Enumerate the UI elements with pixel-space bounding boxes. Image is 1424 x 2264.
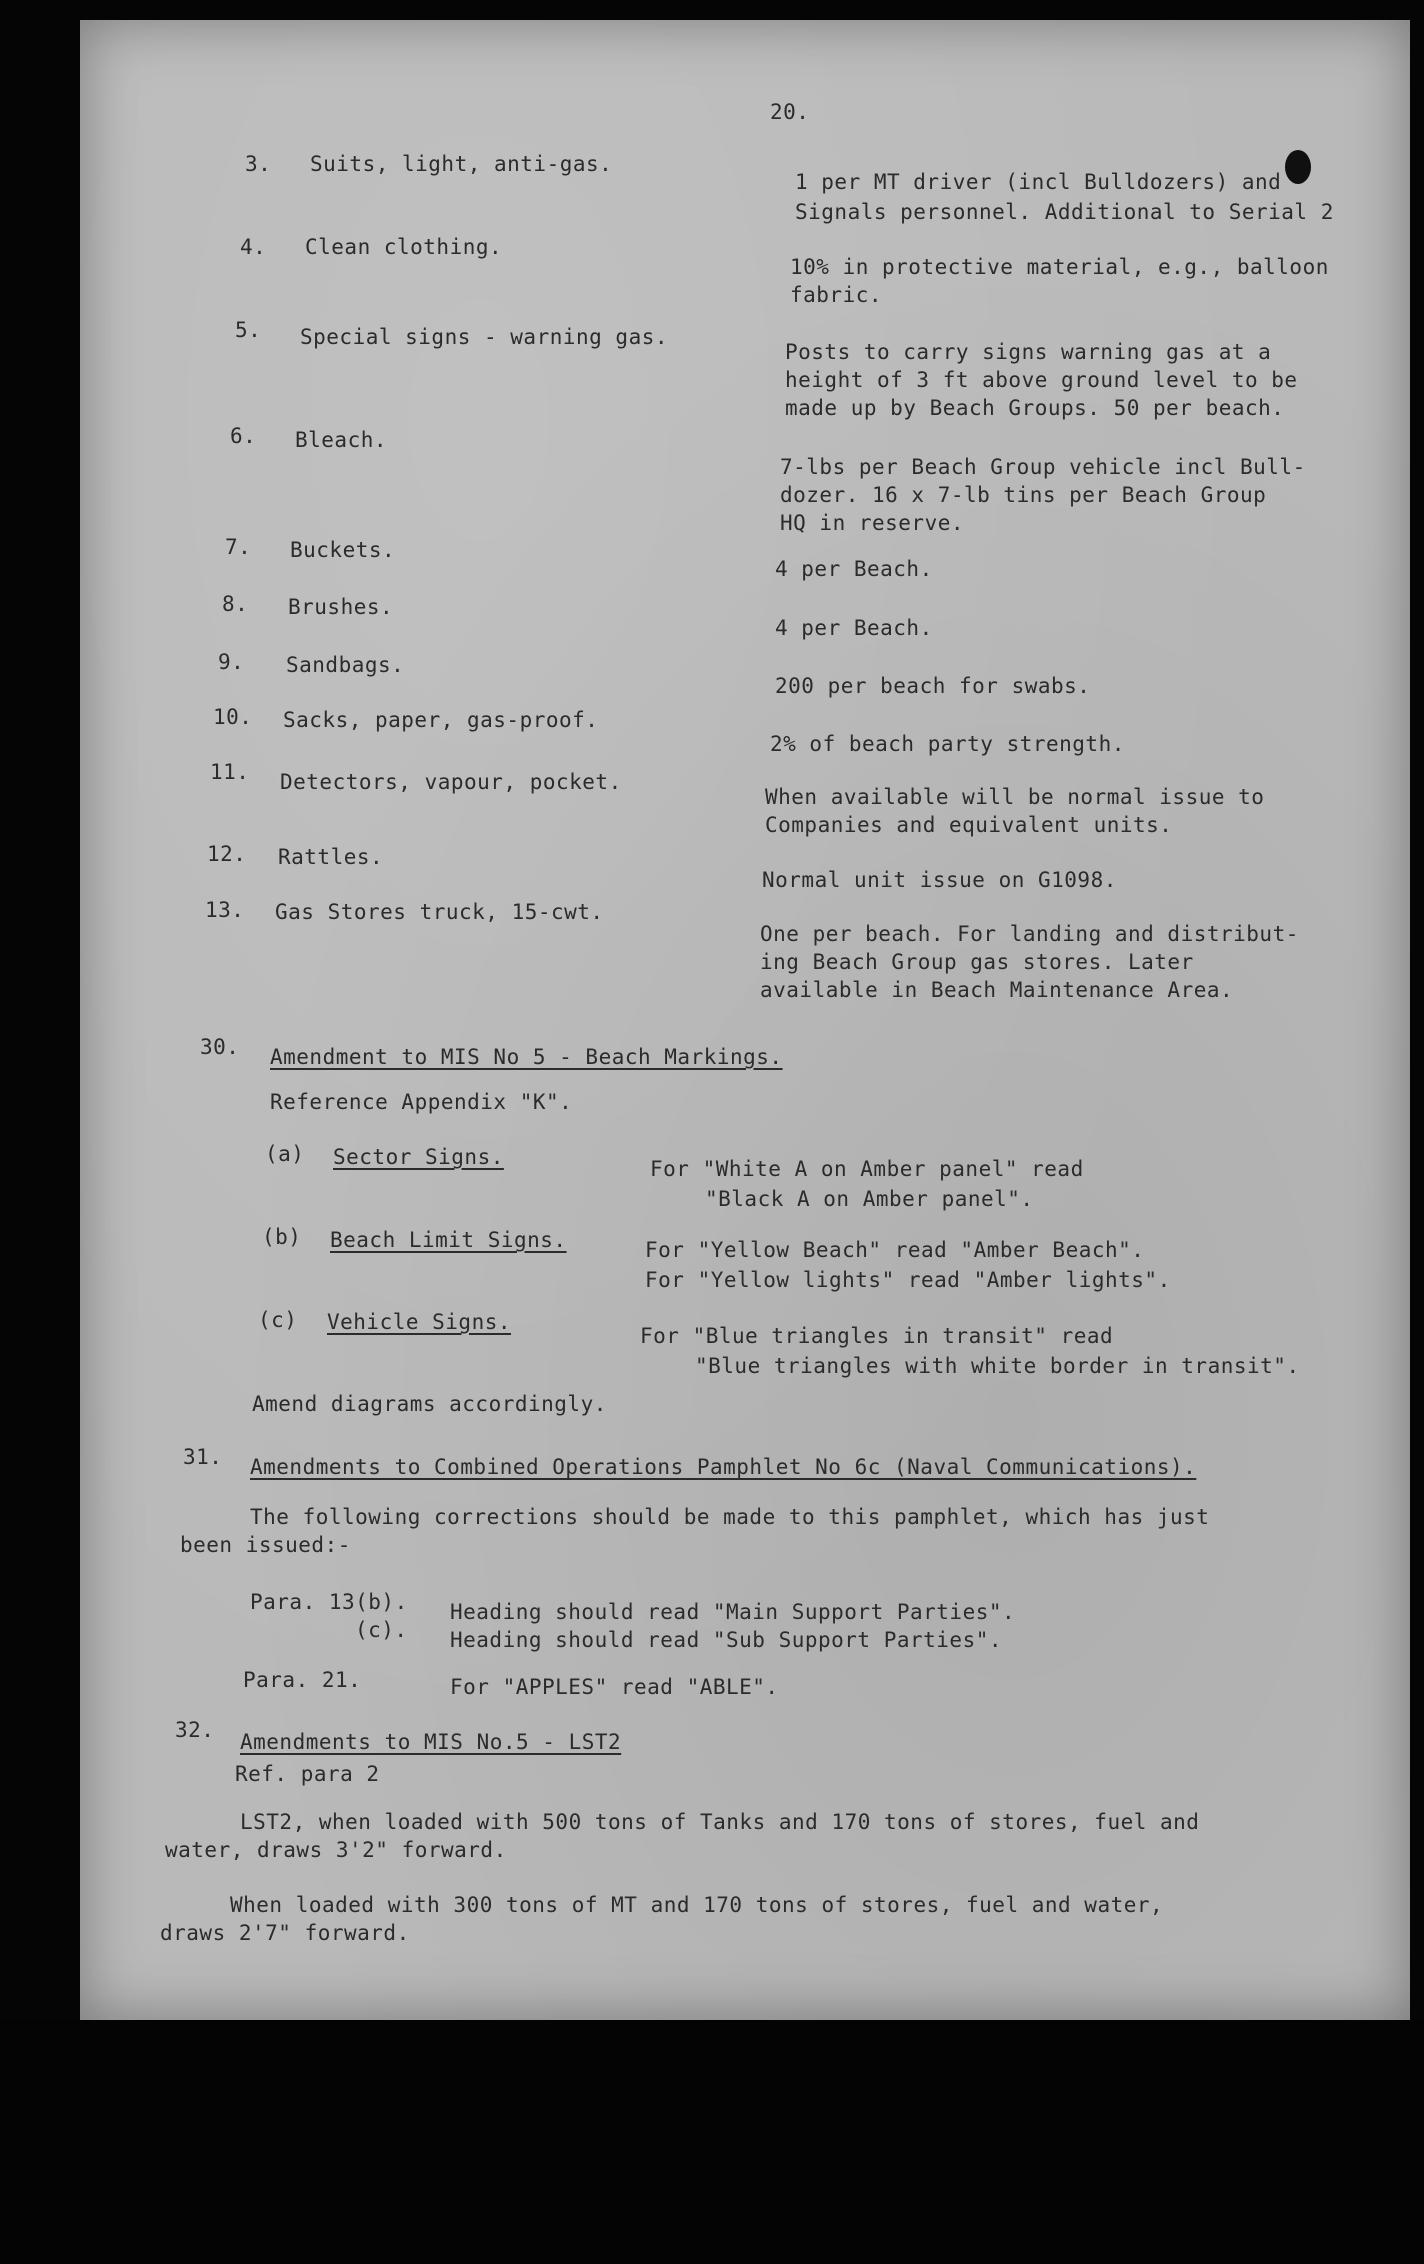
item-number: 10. (213, 705, 253, 729)
item-label: Buckets. (290, 538, 396, 562)
para-heading: Amendment to MIS No 5 - Beach Markings. (270, 1045, 783, 1069)
correction-ref: Para. 21. (243, 1668, 362, 1692)
item-desc-line: height of 3 ft above ground level to be (785, 368, 1298, 392)
para-number: 30. (200, 1035, 240, 1059)
item-desc-line: dozer. 16 x 7-lb tins per Beach Group (780, 483, 1267, 507)
item-number: 7. (225, 535, 252, 559)
sub-letter: (a) (265, 1142, 305, 1166)
item-label: Suits, light, anti-gas. (310, 152, 613, 176)
para-body-line: LST2, when loaded with 500 tons of Tanks and 170 tons of stores, fuel and (240, 1810, 1200, 1834)
item-desc-line: fabric. (790, 283, 883, 307)
item-desc-line: When available will be normal issue to (765, 785, 1265, 809)
item-number: 3. (245, 152, 272, 176)
item-desc-line: 1 per MT driver (incl Bulldozers) and (795, 170, 1282, 194)
sub-label: Sector Signs. (333, 1145, 504, 1169)
item-desc-line: 10% in protective material, e.g., balloon (790, 255, 1329, 279)
item-desc-line: One per beach. For landing and distribut- (760, 922, 1299, 946)
sub-letter: (c) (258, 1308, 298, 1332)
document-page (80, 20, 1410, 2020)
para-heading: Amendments to MIS No.5 - LST2 (240, 1730, 622, 1754)
para-ref: Ref. para 2 (235, 1762, 380, 1786)
para-number: 31. (183, 1445, 223, 1469)
item-number: 9. (218, 650, 245, 674)
sub-label: Vehicle Signs. (327, 1310, 512, 1334)
item-desc-line: 200 per beach for swabs. (775, 674, 1091, 698)
item-number: 11. (210, 760, 250, 784)
item-number: 4. (240, 235, 267, 259)
page-number: 20. (770, 100, 810, 124)
item-desc-line: Companies and equivalent units. (765, 813, 1173, 837)
item-desc-line: Posts to carry signs warning gas at a (785, 340, 1272, 364)
item-label: Detectors, vapour, pocket. (280, 770, 622, 794)
item-number: 12. (207, 842, 247, 866)
para-body-line: When loaded with 300 tons of MT and 170 tons of stores, fuel and water, (230, 1893, 1164, 1917)
correction-ref: (c). (355, 1618, 408, 1642)
item-desc-line: Signals personnel. Additional to Serial 2 (795, 200, 1334, 224)
para-intro-line: been issued:- (180, 1533, 351, 1557)
sub-text-line: For "Yellow lights" read "Amber lights". (645, 1268, 1171, 1292)
para-body-line: draws 2'7" forward. (160, 1921, 410, 1945)
item-number: 13. (205, 898, 245, 922)
item-desc-line: 4 per Beach. (775, 557, 933, 581)
item-label: Gas Stores truck, 15-cwt. (275, 900, 604, 924)
sub-text-line: "Black A on Amber panel". (705, 1187, 1034, 1211)
correction-text: Heading should read "Sub Support Parties". (450, 1628, 1003, 1652)
sub-text-line: For "White A on Amber panel" read (650, 1157, 1084, 1181)
scan-border (0, 2020, 1424, 2264)
ink-blot (1285, 150, 1311, 184)
item-label: Rattles. (278, 845, 384, 869)
item-label: Bleach. (295, 428, 388, 452)
item-label: Sacks, paper, gas-proof. (283, 708, 599, 732)
correction-text: For "APPLES" read "ABLE". (450, 1675, 779, 1699)
item-desc-line: 2% of beach party strength. (770, 732, 1125, 756)
para-closing: Amend diagrams accordingly. (252, 1392, 607, 1416)
correction-text: Heading should read "Main Support Parties". (450, 1600, 1016, 1624)
item-desc-line: ing Beach Group gas stores. Later (760, 950, 1194, 974)
sub-text-line: For "Blue triangles in transit" read (640, 1324, 1114, 1348)
item-desc-line: made up by Beach Groups. 50 per beach. (785, 396, 1285, 420)
sub-text-line: "Blue triangles with white border in transit". (695, 1354, 1300, 1378)
item-desc-line: 7-lbs per Beach Group vehicle incl Bull- (780, 455, 1306, 479)
sub-text-line: For "Yellow Beach" read "Amber Beach". (645, 1238, 1145, 1262)
para-number: 32. (175, 1718, 215, 1742)
item-desc-line: HQ in reserve. (780, 511, 965, 535)
item-label: Sandbags. (286, 653, 405, 677)
item-label: Clean clothing. (305, 235, 503, 259)
item-label: Special signs - warning gas. (300, 325, 669, 349)
para-body-line: water, draws 3'2" forward. (165, 1838, 507, 1862)
item-number: 5. (235, 318, 262, 342)
para-intro-line: The following corrections should be made to this pamphlet, which has just (250, 1505, 1210, 1529)
para-heading: Amendments to Combined Operations Pamphlet No 6c (Naval Communications). (250, 1455, 1197, 1479)
item-label: Brushes. (288, 595, 394, 619)
item-desc-line: Normal unit issue on G1098. (762, 868, 1117, 892)
item-desc-line: 4 per Beach. (775, 616, 933, 640)
sub-letter: (b) (262, 1225, 302, 1249)
para-reference: Reference Appendix "K". (270, 1090, 573, 1114)
item-number: 8. (222, 592, 249, 616)
item-number: 6. (230, 424, 257, 448)
sub-label: Beach Limit Signs. (330, 1228, 567, 1252)
correction-ref: Para. 13(b). (250, 1590, 408, 1614)
item-desc-line: available in Beach Maintenance Area. (760, 978, 1234, 1002)
